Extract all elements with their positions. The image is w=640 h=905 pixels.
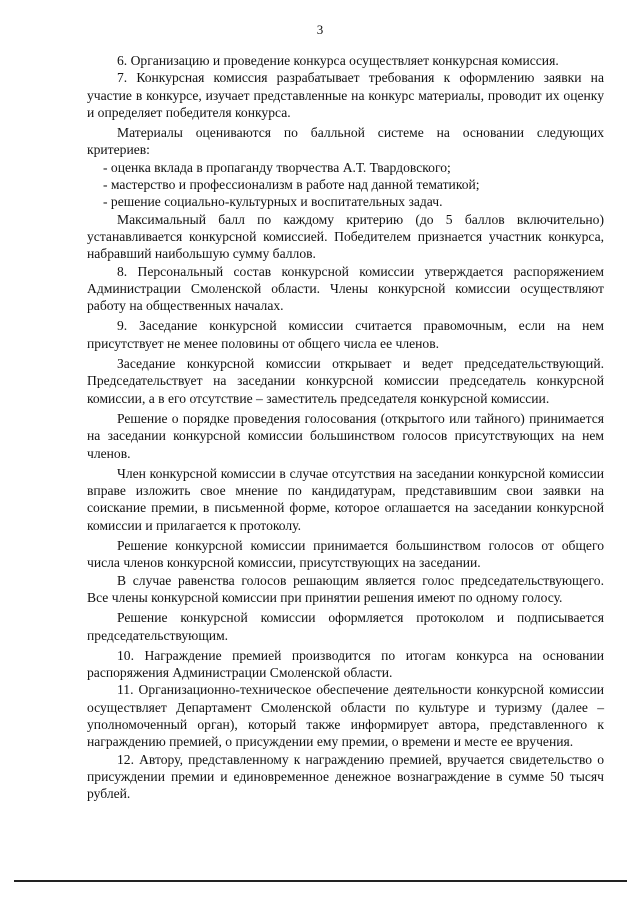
paragraph-voting-order: Решение о порядке проведения голосования (открытого или тайного) принимается на заседании конкурсной комиссии большинством голосов присутствующих на нем членов. <box>87 410 604 461</box>
criterion-item: - решение социально-культурных и воспитательных задач. <box>103 194 443 210</box>
paragraph-chair: Заседание конкурсной комиссии открывает и ведет председательствующий. Председательствует на заседании конкурсной комиссии председатель конкурсной комиссии, а в его отсутствие – заместитель председателя конкурсной комиссии. <box>87 356 604 406</box>
paragraph-9: 9. Заседание конкурсной комиссии считается правомочным, если на нем присутствует не менее половины от общего числа ее членов. <box>87 318 604 351</box>
criterion-item: - мастерство и профессионализм в работе над данной тематикой; <box>103 177 480 193</box>
paragraph-absent-member: Член конкурсной комиссии в случае отсутствия на заседании конкурсной комиссии вправе изложить свое мнение по кандидатурам, представившим свои заявки на соискание премии, в письменной форме, которое оглашается на заседании конкурсной комиссии и прилагается к протоколу. <box>87 465 604 533</box>
paragraph-max-score: Максимальный балл по каждому критерию (до 5 баллов включительно) устанавливается конкурсной комиссией. Победителем признается участник конкурса, набравший наибольшую сумму баллов. <box>87 211 604 262</box>
paragraph-criteria-intro: Материалы оцениваются по балльной системе на основании следующих критериев: <box>87 125 604 158</box>
paragraph-8: 8. Персональный состав конкурсной комиссии утверждается распоряжением Администрации Смоленской области. Члены конкурсной комиссии осуществляют работу на общественных началах. <box>87 263 604 314</box>
criterion-item: - оценка вклада в пропаганду творчества А.Т. Твардовского; <box>103 159 451 175</box>
document-body <box>87 52 604 802</box>
paragraph-12: 12. Автору, представленному к награждению премией, вручается свидетельство о присуждении премии и единовременное денежное вознаграждение в сумме 50 тысяч рублей. <box>87 751 604 802</box>
page-number: 3 <box>316 22 324 37</box>
paragraph-11: 11. Организационно-техническое обеспечение деятельности конкурсной комиссии осуществляет Департамент Смоленской области по культуре и туризму (далее – уполномоченный орган), который также информирует автора, представленного к награждению премией, о присуждении ему премии, о времени и месте ее вручения. <box>87 682 604 750</box>
paragraph-6: 6. Организацию и проведение конкурса осуществляет конкурсная комиссия. <box>117 53 559 68</box>
paragraph-7: 7. Конкурсная комиссия разрабатывает требования к оформлению заявки на участие в конкурсе, изучает представленные на конкурс материалы, проводит их оценку и определяет победителя конкурса. <box>87 70 604 120</box>
paragraph-10: 10. Награждение премией производится по итогам конкурса на основании распоряжения Администрации Смоленской области. <box>87 647 604 681</box>
bottom-rule <box>14 880 627 882</box>
paragraph-protocol: Решение конкурсной комиссии оформляется протоколом и подписывается председательствующим. <box>87 610 604 643</box>
paragraph-majority-decision: Решение конкурсной комиссии принимается большинством голосов от общего числа членов конкурсной комиссии, присутствующих на заседании. <box>87 538 604 571</box>
paragraph-tie-vote: В случае равенства голосов решающим является голос председательствующего. Все члены конкурсной комиссии при принятии решения имеют по одному голосу. <box>87 572 604 605</box>
